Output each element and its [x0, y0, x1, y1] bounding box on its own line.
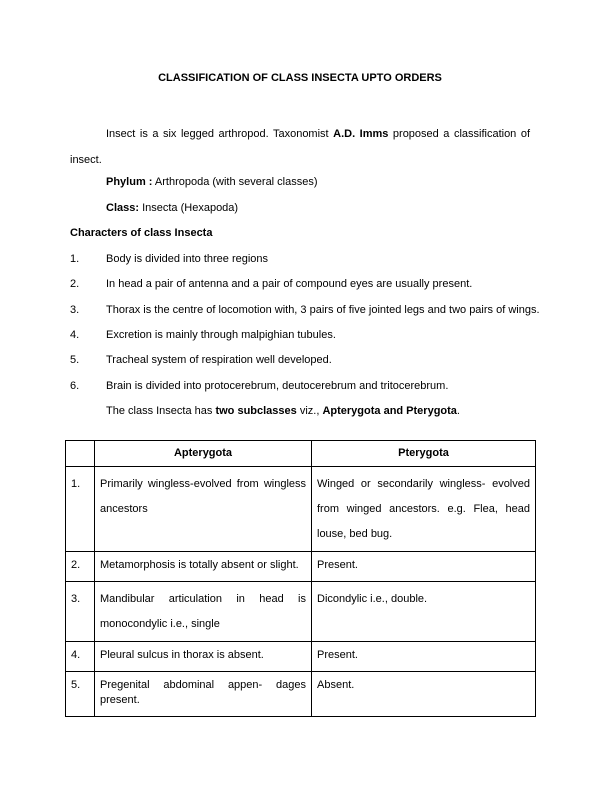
row-number: 4.: [66, 642, 95, 672]
apterygota-cell: Pregenital abdominal appen- dages present.: [95, 672, 312, 717]
character-text: Thorax is the centre of locomotion with, 3 pairs of five jointed legs and two pairs of wings.: [106, 304, 540, 316]
table-row: [66, 642, 536, 672]
characters-heading: Characters of class Insecta: [70, 227, 213, 239]
subclasses-text-a: The class Insecta has: [106, 405, 216, 417]
table-row: [66, 582, 536, 642]
phylum-line: [106, 176, 318, 188]
character-number: 4.: [70, 329, 80, 341]
row-number: 2.: [66, 552, 95, 582]
character-number: 1.: [70, 253, 80, 265]
header-cell-pterygota: Pterygota: [312, 441, 536, 467]
character-text: Body is divided into three regions: [106, 253, 269, 265]
phylum-value: Arthropoda (with several classes): [152, 176, 318, 188]
character-text: Tracheal system of respiration well developed.: [106, 354, 332, 366]
table-row: [66, 552, 536, 582]
pterygota-cell: Winged or secondarily wingless- evolved from winged ancestors. e.g. Flea, head louse, bed bug.: [312, 467, 536, 552]
header-cell-apterygota: Apterygota: [95, 441, 312, 467]
comparison-table: [65, 440, 536, 717]
apterygota-cell: Metamorphosis is totally absent or slight.: [95, 552, 312, 582]
character-number: 3.: [70, 304, 80, 316]
pterygota-cell: Dicondylic i.e., double.: [312, 582, 536, 642]
character-number: 6.: [70, 380, 80, 392]
pterygota-cell: Present.: [312, 642, 536, 672]
character-number: 2.: [70, 278, 80, 290]
pterygota-cell: Present.: [312, 552, 536, 582]
subclasses-names: Apterygota and Pterygota: [322, 405, 457, 417]
intro-text-b: proposed a classification of insect.: [70, 128, 530, 166]
header-cell-number: [66, 441, 95, 467]
subclasses-period: .: [456, 405, 460, 417]
character-text: In head a pair of antenna and a pair of compound eyes are usually present.: [106, 278, 473, 290]
apterygota-cell: Pleural sulcus in thorax is absent.: [95, 642, 312, 672]
intro-paragraph: [70, 121, 530, 173]
subclasses-line: [106, 405, 460, 417]
page-title: CLASSIFICATION OF CLASS INSECTA UPTO ORDERS: [158, 72, 442, 84]
class-label: Class:: [106, 202, 140, 214]
phylum-label: Phylum :: [106, 176, 153, 188]
apterygota-cell: Primarily wingless-evolved from wingless ancestors: [95, 467, 312, 552]
row-number: 1.: [66, 467, 95, 552]
row-number: 3.: [66, 582, 95, 642]
table-row: [66, 672, 536, 717]
class-value: Insecta (Hexapoda): [139, 202, 239, 214]
row-number: 5.: [66, 672, 95, 717]
subclasses-text-c: viz.,: [296, 405, 323, 417]
pterygota-cell: Absent.: [312, 672, 536, 717]
character-text: Brain is divided into protocerebrum, deutocerebrum and tritocerebrum.: [106, 380, 449, 392]
character-text: Excretion is mainly through malpighian tubules.: [106, 329, 336, 341]
character-number: 5.: [70, 354, 80, 366]
subclasses-count: two subclasses: [215, 405, 297, 417]
table-row: [66, 467, 536, 552]
table-header-row: [66, 441, 536, 467]
class-line: [106, 202, 238, 214]
apterygota-cell: Mandibular articulation in head is monocondylic i.e., single: [95, 582, 312, 642]
taxonomist-name: A.D. Imms: [333, 128, 389, 140]
intro-text-a: Insect is a six legged arthropod. Taxonomist: [106, 128, 334, 140]
